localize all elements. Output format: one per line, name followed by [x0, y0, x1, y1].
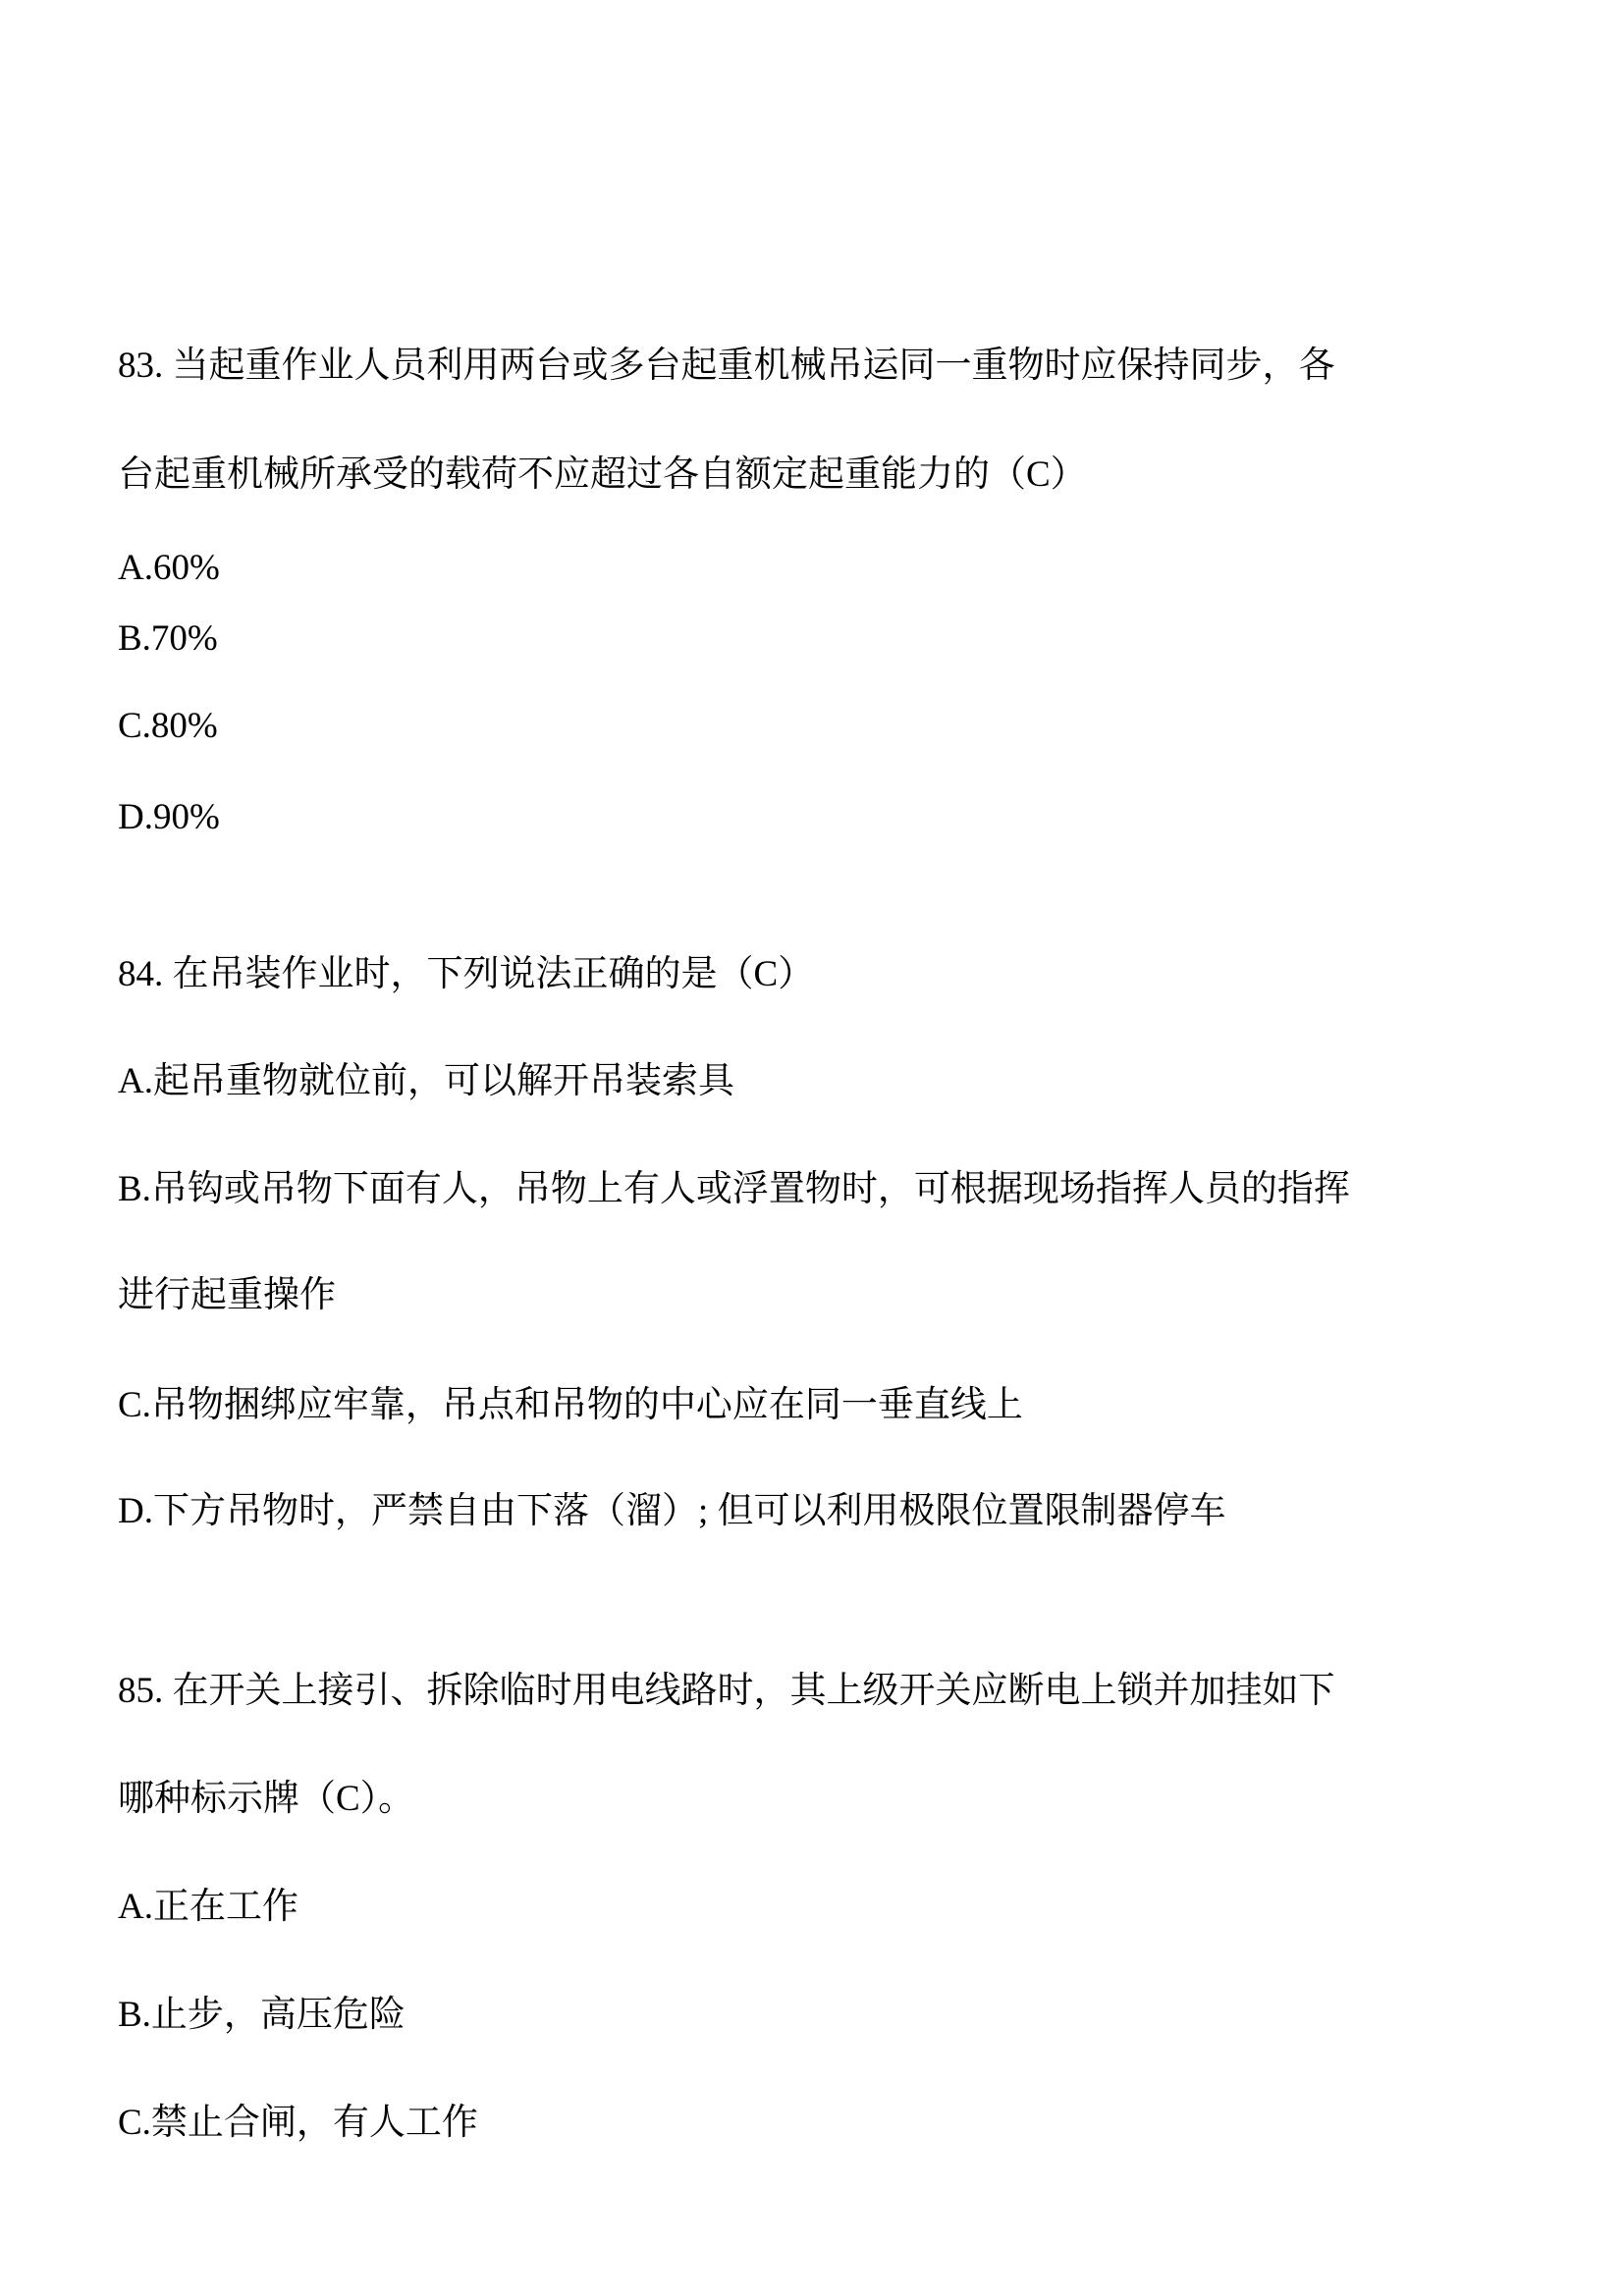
question-stem: 85. 在开关上接引、拆除临时用电线路时，其上级开关应断电上锁并加挂如下 [118, 1671, 1335, 1711]
option-b: B.70% [118, 618, 218, 659]
option-a: A.起吊重物就位前，可以解开吊装索具 [118, 1061, 734, 1101]
question-stem: 哪种标示牌（C）。 [118, 1779, 415, 1819]
option-a: A.60% [118, 548, 220, 588]
option-d: D.下方吊物时，严禁自由下落（溜）; 但可以利用极限位置限制器停车 [118, 1491, 1226, 1531]
option-c: C.禁止合闸，有人工作 [118, 2103, 478, 2143]
option-c: C.80% [118, 706, 218, 746]
option-d: D.90% [118, 797, 220, 837]
question-stem: 台起重机械所承受的载荷不应超过各自额定起重能力的（C） [118, 454, 1087, 495]
option-b: B.止步，高压危险 [118, 1995, 406, 2035]
option-b-continued: 进行起重操作 [118, 1275, 336, 1315]
question-stem: 84. 在吊装作业时，下列说法正确的是（C） [118, 954, 815, 994]
option-c: C.吊物捆绑应牢靠，吊点和吊物的中心应在同一垂直线上 [118, 1385, 1023, 1425]
question-stem: 83. 当起重作业人员利用两台或多台起重机械吊运同一重物时应保持同步，各 [118, 346, 1335, 386]
option-b: B.吊钩或吊物下面有人，吊物上有人或浮置物时，可根据现场指挥人员的指挥 [118, 1169, 1350, 1209]
option-a: A.正在工作 [118, 1887, 298, 1927]
